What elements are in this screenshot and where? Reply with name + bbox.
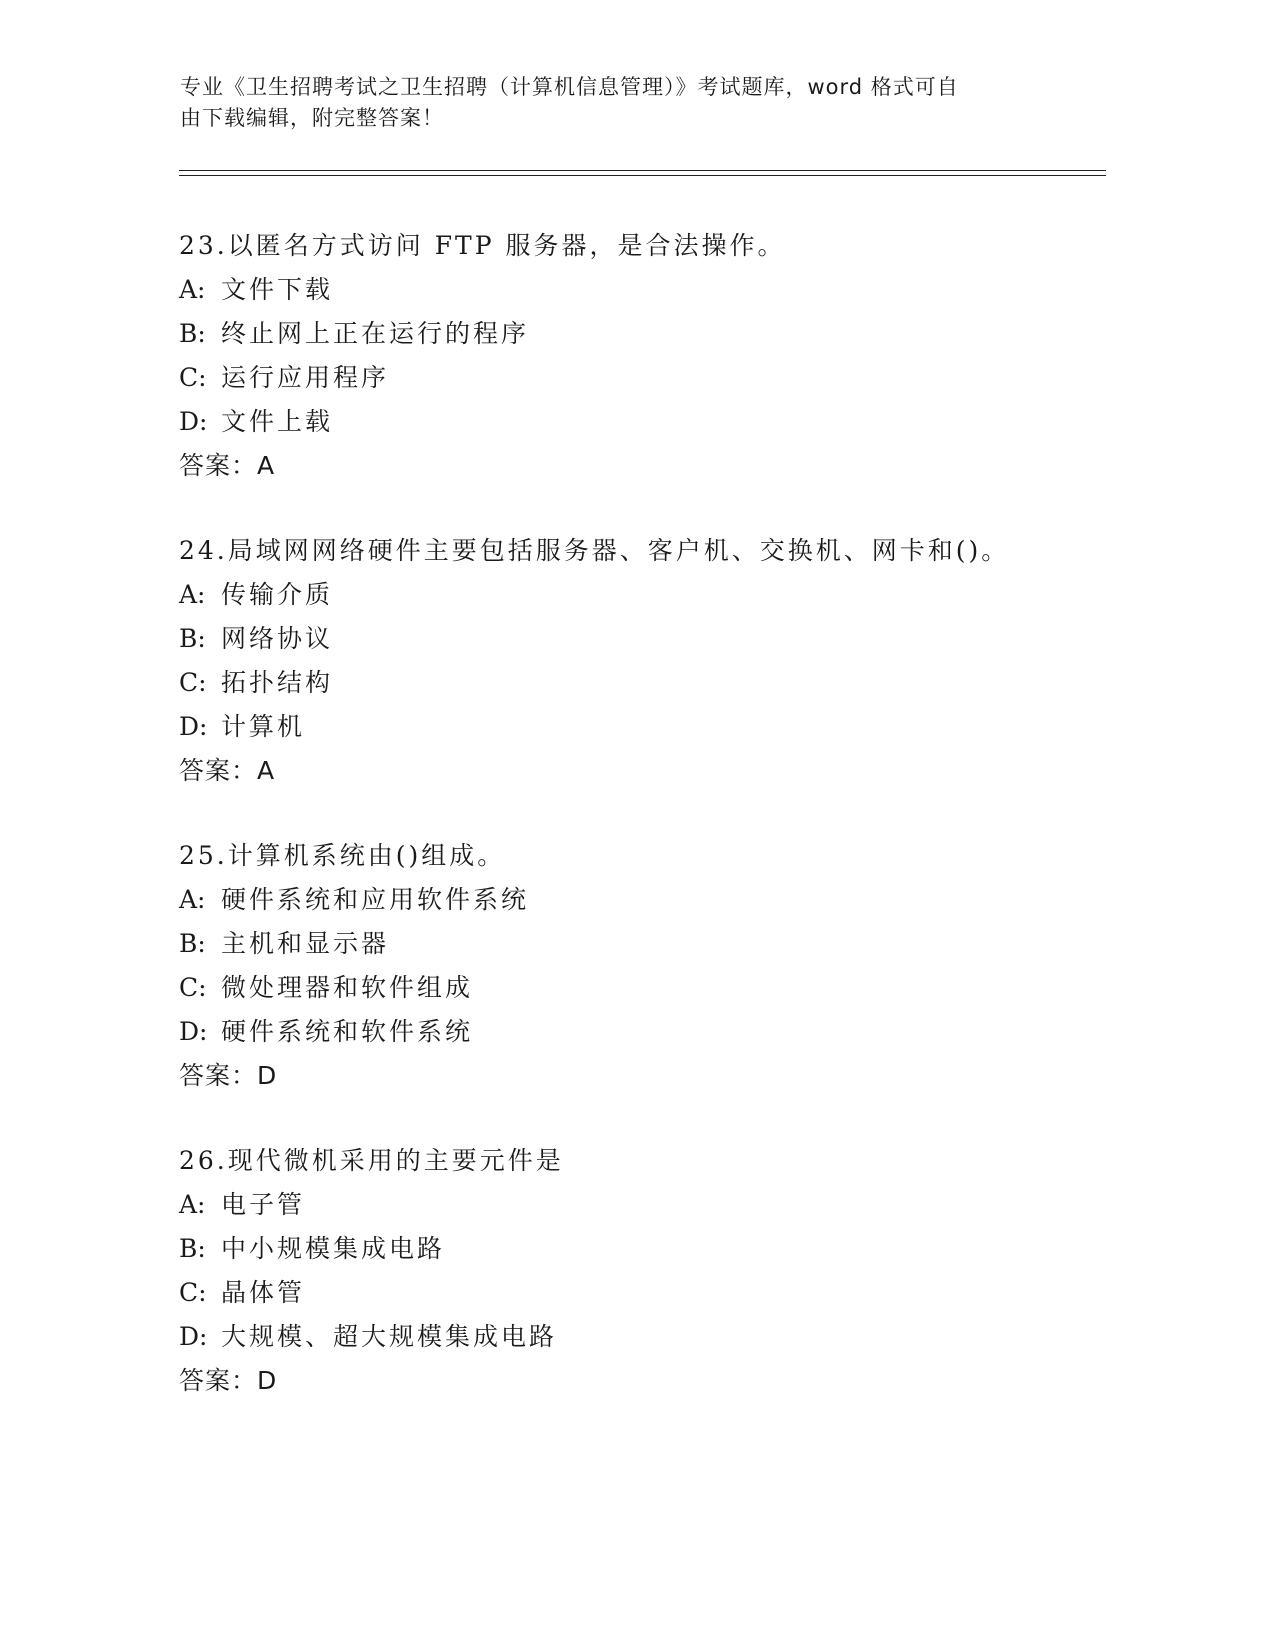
option-key: A: <box>179 1190 206 1219</box>
question-title: 23.以匿名方式访问 FTP 服务器，是合法操作。 <box>179 231 786 260</box>
question-24 <box>179 529 1139 793</box>
option-key: D: <box>179 407 208 436</box>
option-text: 运行应用程序 <box>221 363 390 392</box>
answer-line: 答案：A <box>179 756 276 785</box>
option-key: B: <box>179 624 206 653</box>
option-text: 电子管 <box>221 1190 306 1219</box>
question-25 <box>179 834 1139 1098</box>
question-26 <box>179 1139 1139 1403</box>
option-text: 计算机 <box>221 712 306 741</box>
option-text: 主机和显示器 <box>221 929 390 958</box>
option-c <box>179 1271 1139 1315</box>
option-a <box>179 878 1139 922</box>
option-text: 传输介质 <box>221 580 334 609</box>
option-d <box>179 1010 1139 1054</box>
option-text: 硬件系统和应用软件系统 <box>221 885 530 914</box>
answer-line: 答案：D <box>179 1366 278 1395</box>
question-23 <box>179 224 1139 488</box>
option-key: B: <box>179 1234 206 1263</box>
header-divider-top <box>179 170 1106 171</box>
option-key: A: <box>179 580 206 609</box>
option-key: B: <box>179 929 206 958</box>
option-text: 硬件系统和软件系统 <box>221 1017 474 1046</box>
option-text: 文件上载 <box>221 407 334 436</box>
option-key: C: <box>179 1278 207 1307</box>
option-d <box>179 1315 1139 1359</box>
option-d <box>179 705 1139 749</box>
option-key: B: <box>179 319 206 348</box>
option-d <box>179 400 1139 444</box>
option-key: C: <box>179 973 207 1002</box>
option-b <box>179 617 1139 661</box>
option-text: 大规模、超大规模集成电路 <box>221 1322 558 1351</box>
option-key: C: <box>179 668 207 697</box>
option-b <box>179 922 1139 966</box>
option-text: 拓扑结构 <box>221 668 334 697</box>
option-key: D: <box>179 712 208 741</box>
option-a <box>179 268 1139 312</box>
option-a <box>179 573 1139 617</box>
header-line-1: 专业《卫生招聘考试之卫生招聘（计算机信息管理）》考试题库，word 格式可自 <box>180 75 959 99</box>
option-c <box>179 661 1139 705</box>
option-text: 中小规模集成电路 <box>221 1234 446 1263</box>
option-key: C: <box>179 363 207 392</box>
option-text: 晶体管 <box>221 1278 306 1307</box>
question-title: 26.现代微机采用的主要元件是 <box>179 1146 564 1175</box>
option-b <box>179 312 1139 356</box>
option-key: A: <box>179 275 206 304</box>
header-line-2: 由下载编辑，附完整答案！ <box>180 106 444 130</box>
option-text: 微处理器和软件组成 <box>221 973 474 1002</box>
option-key: D: <box>179 1322 208 1351</box>
option-text: 文件下载 <box>221 275 334 304</box>
option-key: D: <box>179 1017 208 1046</box>
header-divider-bottom <box>179 175 1106 176</box>
answer-line: 答案：A <box>179 451 276 480</box>
answer-line: 答案：D <box>179 1061 278 1090</box>
question-title: 24.局域网网络硬件主要包括服务器、客户机、交换机、网卡和()。 <box>179 536 1010 565</box>
question-title: 25.计算机系统由()组成。 <box>179 841 506 870</box>
document-header <box>180 72 1040 134</box>
option-key: A: <box>179 885 206 914</box>
option-b <box>179 1227 1139 1271</box>
option-a <box>179 1183 1139 1227</box>
option-text: 终止网上正在运行的程序 <box>221 319 530 348</box>
option-c <box>179 356 1139 400</box>
option-c <box>179 966 1139 1010</box>
option-text: 网络协议 <box>221 624 334 653</box>
